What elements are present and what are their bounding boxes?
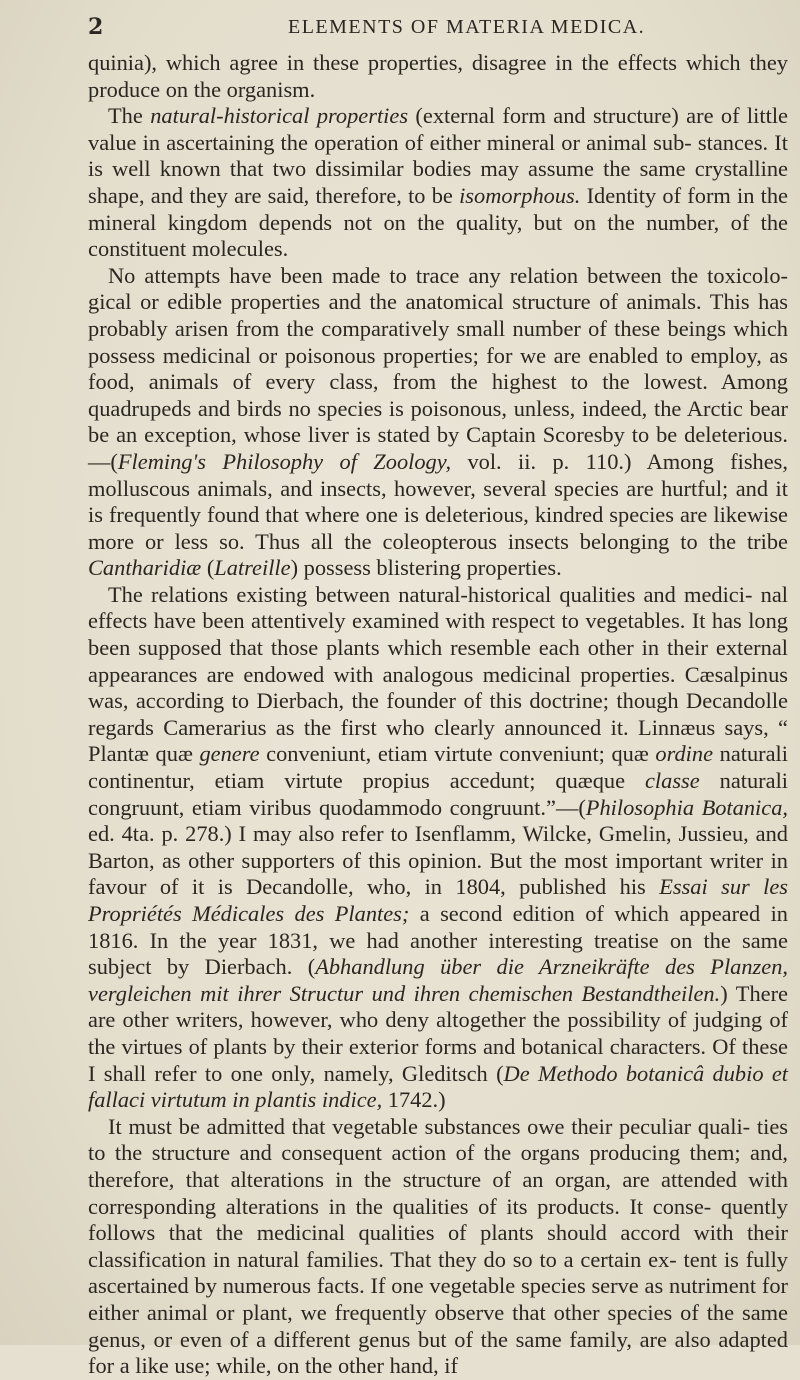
text-run: naturali continentur, etiam virtute propius accedunt; quæque xyxy=(88,741,789,794)
italic-run: Latreille xyxy=(214,555,291,581)
text-run: ) There are other writers, however, who deny altogether the possibility of judging of the virtues of plants by their exterior forms and botanical characters. Of these I shall refer to one only, namely, Gleditsch ( xyxy=(88,980,788,1086)
text-run: vol. ii. p. 110.) Among fishes, molluscous animals, and insects, however, several species are hurtful; and it is frequently found that where one is deleterious, kindred species are likewise more or less so. Thus all the coleopterous insects belonging to the tribe xyxy=(88,448,788,554)
italic-run: genere xyxy=(199,741,260,767)
italic-run: natural-historical properties xyxy=(150,103,409,129)
text-run: Identity of form in the mineral kingdom depends not on the quality, but on the number, of the constituent molecules. xyxy=(88,182,788,262)
page-header xyxy=(88,14,788,44)
text-run: (external form and structure) are of little value in ascertaining the operation of either mineral or animal sub- stances. It is well known that two dissimilar bodies may assume the same crystalline shape, and they are said, therefore, to be xyxy=(88,103,788,208)
italic-run: Fleming's Philosophy of Zoology, xyxy=(117,448,452,474)
italic-run: classe xyxy=(644,768,700,794)
italic-run: isomorphous. xyxy=(459,182,581,208)
body-text xyxy=(88,50,788,1380)
paragraph-4 xyxy=(88,582,788,1114)
text-run: a second edition of which appeared in 1816. In the year 1831, we had another interesting treatise on the same subject by Dierbach. ( xyxy=(88,901,788,980)
italic-run: Cantharidiæ xyxy=(88,555,202,581)
text-run: ed. 4ta. p. 278.) I may also refer to Isenflamm, Wilcke, Gmelin, Jussieu, and Barton, as other supporters of this opinion. But the most important writer in favour of it is Decandolle, who, in 1804, published his xyxy=(88,821,788,900)
paragraph-3 xyxy=(88,263,788,582)
italic-run: Essai sur les Propriétés Médicales des Plantes; xyxy=(88,874,789,926)
text-run: 1742.) xyxy=(382,1087,446,1113)
italic-run: De Methodo botanicâ dubio et fallaci virtutum in plantis indice, xyxy=(88,1060,789,1113)
text-run: The xyxy=(108,103,151,129)
italic-run: Abhandlung über die Arzneikräfte des Planzen, vergleichen mit ihrer Structur und ihren chemischen Bestandtheilen. xyxy=(88,954,788,1006)
text-run: naturali congruunt, etiam viribus quodammodo congruunt.”—( xyxy=(88,768,789,820)
text-run: No attempts have been made to trace any relation between the toxicolo- gical or edible properties and the anatomical structure of animals. This has probably arisen from the comparatively small number of these beings which possess medicinal or poisonous properties; for we are enabled to employ, as food, animals of every class, from the highest to the lowest. Among quadrupeds and birds no species is poisonous, unless, indeed, the Arctic bear be an exception, whose liver is stated by Captain Scoresby to be deleterious.—( xyxy=(88,262,788,474)
page-number: 2 xyxy=(88,14,104,40)
italic-run: ordine xyxy=(655,741,714,767)
text-run: quinia), which agree in these properties, disagree in the effects which they produce on the organism. xyxy=(88,50,788,102)
text-run: ( xyxy=(201,555,215,581)
text-run: ) possess blistering properties. xyxy=(290,555,562,581)
running-head: ELEMENTS OF MATERIA MEDICA. xyxy=(288,16,646,38)
text-run: The relations existing between natural-historical qualities and medici- nal effects have been attentively examined with respect to vegetables. It has long been supposed that those plants which resemble each other in their external appearances are endowed with analogous medicinal properties. Cæsalpinus was, according to Dierbach, the founder of this doctrine; though Decandolle regards Camerarius as the first who clearly announced it. Linnæus says, “ Plantæ quæ xyxy=(88,581,788,767)
italic-run: Philosophia Botanica, xyxy=(585,794,788,820)
paragraph-1 xyxy=(88,50,788,103)
text-run: It must be admitted that vegetable substances owe their peculiar quali- ties to the structure and consequent action of the organs producing them; and, therefore, that alterations in the structure of an organ, are attended with corresponding alterations in the qualities of its products. It conse- quently follows that the medicinal qualities of plants should accord with their classification in natural families. That they do so to a certain ex- tent is fully ascertained by numerous facts. If one vegetable species serve as nutriment for either animal or plant, we frequently observe that other species of the same genus, or even of a different genus but of the same family, are also adapted for a like use; while, on the other hand, if xyxy=(88,1113,788,1379)
paragraph-2 xyxy=(88,103,788,263)
text-run: conveniunt, etiam virtute conveniunt; quæ xyxy=(259,741,656,767)
paragraph-5 xyxy=(88,1114,788,1380)
